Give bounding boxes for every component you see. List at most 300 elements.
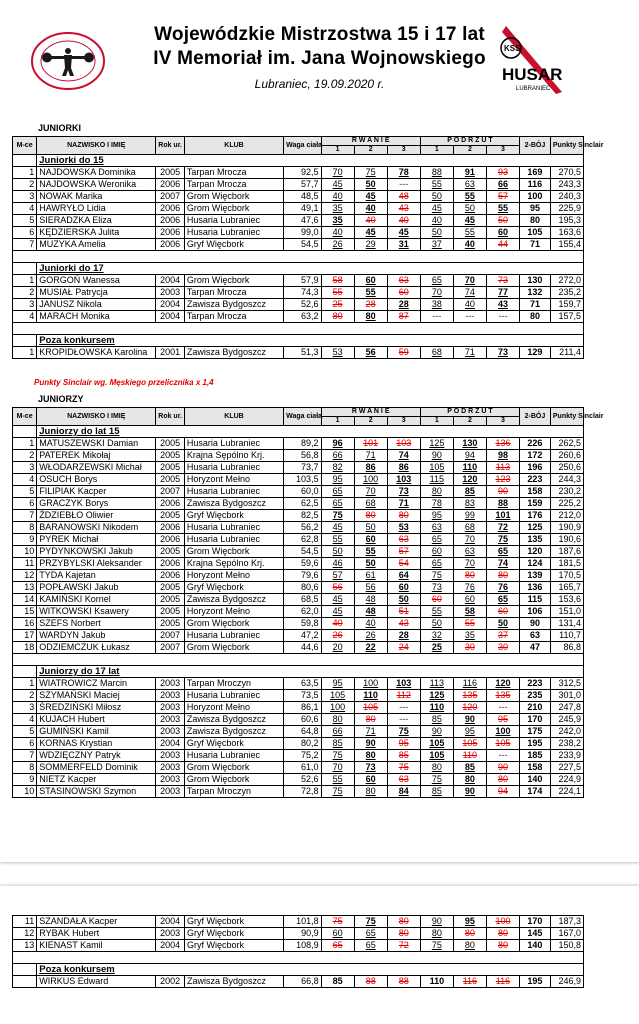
snatch-attempt: 48 bbox=[354, 594, 387, 606]
athlete-name: KAMIŃSKI Kornel bbox=[37, 594, 156, 606]
athlete-name: GRACZYK Borys bbox=[37, 498, 156, 510]
snatch-attempt: 80 bbox=[354, 714, 387, 726]
clean-jerk-attempt: 30 bbox=[453, 642, 486, 654]
club-name: Husaria Lubraniec bbox=[184, 227, 283, 239]
total-result: 226 bbox=[520, 438, 551, 450]
athlete-row bbox=[13, 762, 584, 774]
sinclair-points: 230,2 bbox=[550, 486, 583, 498]
clean-jerk-attempt: 80 bbox=[420, 486, 453, 498]
clean-jerk-attempt: 65 bbox=[420, 275, 453, 287]
place-cell: 18 bbox=[13, 642, 37, 654]
sinclair-points: 224,9 bbox=[550, 774, 583, 786]
snatch-attempt: 100 bbox=[354, 678, 387, 690]
athlete-row bbox=[13, 940, 584, 952]
clean-jerk-attempt: 113 bbox=[486, 462, 519, 474]
clean-jerk-attempt: 99 bbox=[453, 510, 486, 522]
birth-year: 2002 bbox=[156, 976, 185, 988]
snatch-attempt: 58 bbox=[321, 275, 354, 287]
athlete-name: KUJACH Hubert bbox=[37, 714, 156, 726]
sinclair-points: 211,4 bbox=[550, 347, 583, 359]
snatch-attempt: --- bbox=[387, 702, 420, 714]
clean-jerk-attempt: 60 bbox=[453, 594, 486, 606]
clean-jerk-attempt: 75 bbox=[486, 534, 519, 546]
birth-year: 2005 bbox=[156, 167, 185, 179]
athlete-row bbox=[13, 558, 584, 570]
bodyweight: 59,8 bbox=[284, 618, 321, 630]
place-cell: 8 bbox=[13, 762, 37, 774]
sinclair-points: 212,0 bbox=[550, 510, 583, 522]
place-cell: 3 bbox=[13, 462, 37, 474]
birth-year: 2007 bbox=[156, 630, 185, 642]
snatch-attempt: 105 bbox=[354, 702, 387, 714]
total-result: 140 bbox=[520, 940, 551, 952]
clean-jerk-header: P O D R Z U T bbox=[420, 408, 519, 417]
category-row bbox=[13, 964, 584, 976]
sinclair-points: 190,6 bbox=[550, 534, 583, 546]
place-cell: 1 bbox=[13, 167, 37, 179]
snatch-attempt: 100 bbox=[354, 474, 387, 486]
place-cell: 2 bbox=[13, 179, 37, 191]
clean-jerk-attempt: 136 bbox=[486, 438, 519, 450]
clean-jerk-attempt: 68 bbox=[420, 347, 453, 359]
name-header: NAZWISKO I IMIĘ bbox=[37, 408, 156, 426]
clean-jerk-attempt: 60 bbox=[420, 594, 453, 606]
clean-jerk-attempt: 120 bbox=[453, 702, 486, 714]
snatch-attempt: 110 bbox=[354, 690, 387, 702]
snatch-attempt: 100 bbox=[321, 702, 354, 714]
category-row bbox=[13, 426, 584, 438]
sinclair-points: 170,5 bbox=[550, 570, 583, 582]
clean-jerk-attempt: 32 bbox=[420, 630, 453, 642]
snatch-header: R W A N I E bbox=[321, 408, 420, 417]
bodyweight: 101,8 bbox=[284, 916, 321, 928]
category-row bbox=[13, 335, 584, 347]
total-result: 175 bbox=[520, 726, 551, 738]
snatch-attempt: 95 bbox=[387, 738, 420, 750]
club-name: Husaria Lubraniec bbox=[184, 750, 283, 762]
clean-jerk-attempt: 80 bbox=[453, 570, 486, 582]
athlete-name: FILIPIAK Kacper bbox=[37, 486, 156, 498]
club-name: Husaria Lubraniec bbox=[184, 215, 283, 227]
athlete-name: MUSIAŁ Patrycja bbox=[37, 287, 156, 299]
place-cell: 11 bbox=[13, 558, 37, 570]
place-cell: 5 bbox=[13, 486, 37, 498]
snatch-attempt: 56 bbox=[321, 582, 354, 594]
category-title: Juniorki do 15 bbox=[37, 155, 584, 167]
total-result: 135 bbox=[520, 534, 551, 546]
place-header: M-ce bbox=[13, 137, 37, 155]
snatch-attempt: 35 bbox=[321, 215, 354, 227]
athlete-row bbox=[13, 227, 584, 239]
athlete-name: SZANDAŁA Kacper bbox=[37, 916, 156, 928]
clean-jerk-attempt: 76 bbox=[453, 582, 486, 594]
svg-text:LUBRANIEC: LUBRANIEC bbox=[516, 86, 551, 92]
snatch-attempt: 80 bbox=[354, 750, 387, 762]
club-name: Gryf Więcbork bbox=[184, 940, 283, 952]
clean-jerk-attempt: 75 bbox=[420, 774, 453, 786]
total-result: 129 bbox=[520, 347, 551, 359]
clean-jerk-attempt: 65 bbox=[486, 594, 519, 606]
athlete-name: WARDYN Jakub bbox=[37, 630, 156, 642]
attempt-number-header: 2 bbox=[354, 146, 387, 155]
snatch-attempt: 85 bbox=[321, 738, 354, 750]
athlete-row bbox=[13, 726, 584, 738]
club-name: Gryf Więcbork bbox=[184, 239, 283, 251]
place-cell: 13 bbox=[13, 582, 37, 594]
athlete-name: MUZYKA Amelia bbox=[37, 239, 156, 251]
place-cell: 4 bbox=[13, 203, 37, 215]
snatch-attempt: 24 bbox=[387, 642, 420, 654]
total-result: 139 bbox=[520, 570, 551, 582]
place-cell: 7 bbox=[13, 750, 37, 762]
birth-year: 2005 bbox=[156, 462, 185, 474]
total-result: 106 bbox=[520, 606, 551, 618]
clean-jerk-attempt: 120 bbox=[453, 474, 486, 486]
bodyweight: 73,5 bbox=[284, 690, 321, 702]
clean-jerk-attempt: 71 bbox=[453, 347, 486, 359]
club-name: Gryf Więcbork bbox=[184, 916, 283, 928]
club-name: Husaria Lubraniec bbox=[184, 690, 283, 702]
place-cell: 7 bbox=[13, 239, 37, 251]
place-cell: 6 bbox=[13, 738, 37, 750]
snatch-attempt: 60 bbox=[354, 774, 387, 786]
clean-jerk-attempt: 63 bbox=[420, 522, 453, 534]
snatch-attempt: 31 bbox=[387, 239, 420, 251]
clean-jerk-attempt: 57 bbox=[486, 191, 519, 203]
total-result: 196 bbox=[520, 462, 551, 474]
athlete-row bbox=[13, 714, 584, 726]
club-name: Grom Więcbork bbox=[184, 762, 283, 774]
bodyweight: 57,7 bbox=[284, 179, 321, 191]
snatch-attempt: 63 bbox=[387, 275, 420, 287]
snatch-attempt: 35 bbox=[321, 203, 354, 215]
athlete-row bbox=[13, 203, 584, 215]
clean-jerk-attempt: 50 bbox=[453, 203, 486, 215]
sinclair-points: 225,9 bbox=[550, 203, 583, 215]
club-logo bbox=[498, 22, 570, 97]
club-name: Husaria Lubraniec bbox=[184, 522, 283, 534]
category-spacer bbox=[13, 666, 37, 678]
clean-jerk-attempt: 91 bbox=[453, 167, 486, 179]
svg-text:KSS: KSS bbox=[504, 44, 521, 53]
clean-jerk-attempt: 55 bbox=[453, 227, 486, 239]
sinclair-points: 247,8 bbox=[550, 702, 583, 714]
clean-jerk-attempt: --- bbox=[486, 702, 519, 714]
snatch-attempt: 55 bbox=[321, 287, 354, 299]
club-name: Grom Więcbork bbox=[184, 774, 283, 786]
attempt-number-header: 1 bbox=[420, 146, 453, 155]
clean-jerk-attempt: 113 bbox=[420, 678, 453, 690]
clean-jerk-attempt: 25 bbox=[420, 642, 453, 654]
club-name: Tarpan Mrocza bbox=[184, 287, 283, 299]
birth-year: 2003 bbox=[156, 690, 185, 702]
category-spacer bbox=[13, 964, 37, 976]
total-result: 115 bbox=[520, 594, 551, 606]
place-cell: 3 bbox=[13, 191, 37, 203]
snatch-attempt: 53 bbox=[321, 347, 354, 359]
club-name: Horyzont Mełno bbox=[184, 474, 283, 486]
athlete-row bbox=[13, 462, 584, 474]
snatch-attempt: 80 bbox=[321, 714, 354, 726]
spacer-row bbox=[13, 952, 584, 964]
club-name: Horyzont Mełno bbox=[184, 570, 283, 582]
clean-jerk-attempt: 116 bbox=[486, 976, 519, 988]
clean-jerk-attempt: 80 bbox=[420, 928, 453, 940]
sinclair-points: 246,9 bbox=[550, 976, 583, 988]
club-name: Gryf Więcbork bbox=[184, 928, 283, 940]
birth-year: 2005 bbox=[156, 438, 185, 450]
bodyweight: 74,3 bbox=[284, 287, 321, 299]
athlete-row bbox=[13, 606, 584, 618]
year-header: Rok ur. bbox=[156, 408, 185, 426]
clean-jerk-attempt: 85 bbox=[420, 786, 453, 798]
birth-year: 2006 bbox=[156, 179, 185, 191]
clean-jerk-attempt: --- bbox=[420, 311, 453, 323]
clean-jerk-attempt: 80 bbox=[486, 928, 519, 940]
club-name: Krajna Sępólno Krj. bbox=[184, 450, 283, 462]
snatch-attempt: 74 bbox=[387, 450, 420, 462]
athlete-row bbox=[13, 450, 584, 462]
bodyweight: 63,5 bbox=[284, 678, 321, 690]
clean-jerk-attempt: 95 bbox=[486, 714, 519, 726]
column-header-row bbox=[13, 137, 584, 146]
birth-year: 2003 bbox=[156, 750, 185, 762]
birth-year: 2006 bbox=[156, 558, 185, 570]
club-name: Grom Więcbork bbox=[184, 642, 283, 654]
total-result: 47 bbox=[520, 642, 551, 654]
bodyweight: 54,5 bbox=[284, 239, 321, 251]
clean-jerk-attempt: 70 bbox=[453, 534, 486, 546]
snatch-attempt: 60 bbox=[321, 928, 354, 940]
athlete-row bbox=[13, 702, 584, 714]
place-cell: 4 bbox=[13, 311, 37, 323]
sinclair-points: 244,3 bbox=[550, 474, 583, 486]
clean-jerk-attempt: 63 bbox=[453, 546, 486, 558]
athlete-name: STASINOWSKI Szymon bbox=[37, 786, 156, 798]
clean-jerk-attempt: 94 bbox=[486, 786, 519, 798]
place-cell bbox=[13, 976, 37, 988]
clean-jerk-attempt: --- bbox=[486, 750, 519, 762]
juniorzy-results-table bbox=[12, 407, 604, 798]
snatch-attempt: 45 bbox=[321, 522, 354, 534]
club-name: Zawisza Bydgoszcz bbox=[184, 714, 283, 726]
spacer-cell bbox=[13, 323, 584, 335]
athlete-name: ODZIEMCZUK Łukasz bbox=[37, 642, 156, 654]
athlete-row bbox=[13, 438, 584, 450]
clean-jerk-attempt: 40 bbox=[453, 299, 486, 311]
clean-jerk-attempt: 65 bbox=[486, 546, 519, 558]
snatch-attempt: 45 bbox=[321, 594, 354, 606]
snatch-attempt: 22 bbox=[354, 642, 387, 654]
total-header: 2-BÓJ bbox=[520, 408, 551, 426]
bodyweight: 56,8 bbox=[284, 450, 321, 462]
clean-jerk-attempt: 58 bbox=[453, 606, 486, 618]
birth-year: 2004 bbox=[156, 916, 185, 928]
athlete-row bbox=[13, 215, 584, 227]
clean-jerk-attempt: 43 bbox=[486, 299, 519, 311]
total-result: 105 bbox=[520, 227, 551, 239]
birth-year: 2006 bbox=[156, 227, 185, 239]
athlete-row bbox=[13, 916, 584, 928]
clean-jerk-attempt: 110 bbox=[420, 976, 453, 988]
place-cell: 6 bbox=[13, 227, 37, 239]
clean-jerk-attempt: 95 bbox=[453, 916, 486, 928]
sinclair-points: 131,4 bbox=[550, 618, 583, 630]
club-name: Horyzont Mełno bbox=[184, 702, 283, 714]
snatch-attempt: 75 bbox=[387, 726, 420, 738]
clean-jerk-attempt: 115 bbox=[420, 474, 453, 486]
snatch-attempt: 61 bbox=[354, 570, 387, 582]
snatch-attempt: 50 bbox=[354, 558, 387, 570]
club-name: Grom Więcbork bbox=[184, 618, 283, 630]
birth-year: 2005 bbox=[156, 606, 185, 618]
snatch-attempt: 43 bbox=[387, 203, 420, 215]
athlete-name: KĘDZIERSKA Julita bbox=[37, 227, 156, 239]
clean-jerk-attempt: 45 bbox=[453, 215, 486, 227]
clean-jerk-attempt: 72 bbox=[486, 522, 519, 534]
bodyweight-header: Waga ciała bbox=[284, 408, 321, 426]
bodyweight: 82,5 bbox=[284, 510, 321, 522]
total-result: 136 bbox=[520, 582, 551, 594]
athlete-name: POPŁAWSKI Jakub bbox=[37, 582, 156, 594]
snatch-attempt: 40 bbox=[354, 215, 387, 227]
clean-jerk-attempt: 50 bbox=[486, 618, 519, 630]
clean-jerk-attempt: 123 bbox=[486, 474, 519, 486]
club-name: Tarpan Mrocza bbox=[184, 179, 283, 191]
snatch-attempt: 28 bbox=[387, 630, 420, 642]
category-title: Poza konkursem bbox=[37, 335, 584, 347]
sinclair-points: 240,3 bbox=[550, 191, 583, 203]
athlete-name: PRZYBYLSKI Aleksander bbox=[37, 558, 156, 570]
snatch-attempt: 40 bbox=[321, 227, 354, 239]
sinclair-points: 155,4 bbox=[550, 239, 583, 251]
snatch-attempt: --- bbox=[387, 714, 420, 726]
place-cell: 2 bbox=[13, 450, 37, 462]
snatch-attempt: 75 bbox=[321, 750, 354, 762]
club-name: Gryf Więcbork bbox=[184, 510, 283, 522]
place-cell: 10 bbox=[13, 546, 37, 558]
sinclair-points: 153,6 bbox=[550, 594, 583, 606]
total-result: 100 bbox=[520, 191, 551, 203]
bodyweight: 89,2 bbox=[284, 438, 321, 450]
birth-year: 2006 bbox=[156, 215, 185, 227]
sinclair-points: 165,7 bbox=[550, 582, 583, 594]
sinclair-header: Punkty Sinclair bbox=[550, 137, 583, 155]
athlete-name: GORGOŃ Wanessa bbox=[37, 275, 156, 287]
snatch-attempt: 86 bbox=[387, 462, 420, 474]
club-name: Husaria Lubraniec bbox=[184, 630, 283, 642]
snatch-attempt: 65 bbox=[354, 940, 387, 952]
clean-jerk-attempt: 35 bbox=[453, 630, 486, 642]
club-name: Zawisza Bydgoszcz bbox=[184, 726, 283, 738]
snatch-attempt: 71 bbox=[387, 498, 420, 510]
clean-jerk-attempt: 135 bbox=[486, 690, 519, 702]
sinclair-points: 86,8 bbox=[550, 642, 583, 654]
clean-jerk-attempt: 50 bbox=[420, 618, 453, 630]
year-header: Rok ur. bbox=[156, 137, 185, 155]
clean-jerk-attempt: 90 bbox=[420, 726, 453, 738]
clean-jerk-attempt: 85 bbox=[453, 486, 486, 498]
snatch-attempt: 57 bbox=[387, 546, 420, 558]
category-row bbox=[13, 155, 584, 167]
total-result: 125 bbox=[520, 522, 551, 534]
snatch-header: R W A N I E bbox=[321, 137, 420, 146]
attempt-number-header: 3 bbox=[387, 146, 420, 155]
snatch-attempt: 82 bbox=[321, 462, 354, 474]
snatch-attempt: 57 bbox=[321, 570, 354, 582]
sinclair-points: 238,2 bbox=[550, 738, 583, 750]
results-page-2 bbox=[0, 886, 639, 1024]
birth-year: 2006 bbox=[156, 534, 185, 546]
snatch-attempt: 40 bbox=[321, 191, 354, 203]
snatch-attempt: 68 bbox=[354, 498, 387, 510]
birth-year: 2005 bbox=[156, 510, 185, 522]
clean-jerk-attempt: 80 bbox=[420, 762, 453, 774]
place-cell: 16 bbox=[13, 618, 37, 630]
athlete-name: TYDA Kajetan bbox=[37, 570, 156, 582]
birth-year: 2004 bbox=[156, 940, 185, 952]
place-cell: 9 bbox=[13, 534, 37, 546]
clean-jerk-attempt: 90 bbox=[420, 450, 453, 462]
birth-year: 2005 bbox=[156, 618, 185, 630]
attempt-number-header: 3 bbox=[486, 417, 519, 426]
bodyweight: 60,0 bbox=[284, 486, 321, 498]
clean-jerk-attempt: 38 bbox=[420, 299, 453, 311]
club-name: Grom Więcbork bbox=[184, 191, 283, 203]
snatch-attempt: 87 bbox=[387, 311, 420, 323]
athlete-row bbox=[13, 546, 584, 558]
bodyweight: 61,0 bbox=[284, 762, 321, 774]
snatch-attempt: 26 bbox=[321, 239, 354, 251]
category-title: Juniorzy do lat 15 bbox=[37, 426, 584, 438]
snatch-attempt: 88 bbox=[387, 976, 420, 988]
clean-jerk-attempt: 50 bbox=[486, 215, 519, 227]
total-result: 174 bbox=[520, 786, 551, 798]
spacer-row bbox=[13, 654, 584, 666]
athlete-row bbox=[13, 239, 584, 251]
clean-jerk-attempt: 70 bbox=[453, 275, 486, 287]
athlete-name: SZEFS Norbert bbox=[37, 618, 156, 630]
snatch-attempt: 28 bbox=[354, 299, 387, 311]
attempt-number-header: 2 bbox=[453, 146, 486, 155]
bodyweight: 72,8 bbox=[284, 786, 321, 798]
bodyweight: 59,6 bbox=[284, 558, 321, 570]
snatch-attempt: 71 bbox=[354, 450, 387, 462]
birth-year: 2005 bbox=[156, 450, 185, 462]
clean-jerk-attempt: 110 bbox=[453, 750, 486, 762]
sinclair-points: 250,6 bbox=[550, 462, 583, 474]
place-cell: 7 bbox=[13, 510, 37, 522]
snatch-attempt: 60 bbox=[354, 275, 387, 287]
birth-year: 2003 bbox=[156, 702, 185, 714]
snatch-attempt: 112 bbox=[387, 690, 420, 702]
athlete-name: ŻDZIEBŁO Oliwier bbox=[37, 510, 156, 522]
category-spacer bbox=[13, 335, 37, 347]
birth-year: 2003 bbox=[156, 774, 185, 786]
clean-jerk-attempt: 40 bbox=[420, 215, 453, 227]
snatch-attempt: 80 bbox=[387, 916, 420, 928]
athlete-name: SIERADZKA Eliza bbox=[37, 215, 156, 227]
place-cell: 3 bbox=[13, 299, 37, 311]
snatch-attempt: 75 bbox=[321, 510, 354, 522]
athlete-row bbox=[13, 618, 584, 630]
athlete-row bbox=[13, 690, 584, 702]
total-result: 170 bbox=[520, 714, 551, 726]
clean-jerk-attempt: 77 bbox=[486, 287, 519, 299]
clean-jerk-attempt: 70 bbox=[420, 287, 453, 299]
clean-jerk-attempt: 65 bbox=[420, 534, 453, 546]
snatch-attempt: 70 bbox=[354, 486, 387, 498]
